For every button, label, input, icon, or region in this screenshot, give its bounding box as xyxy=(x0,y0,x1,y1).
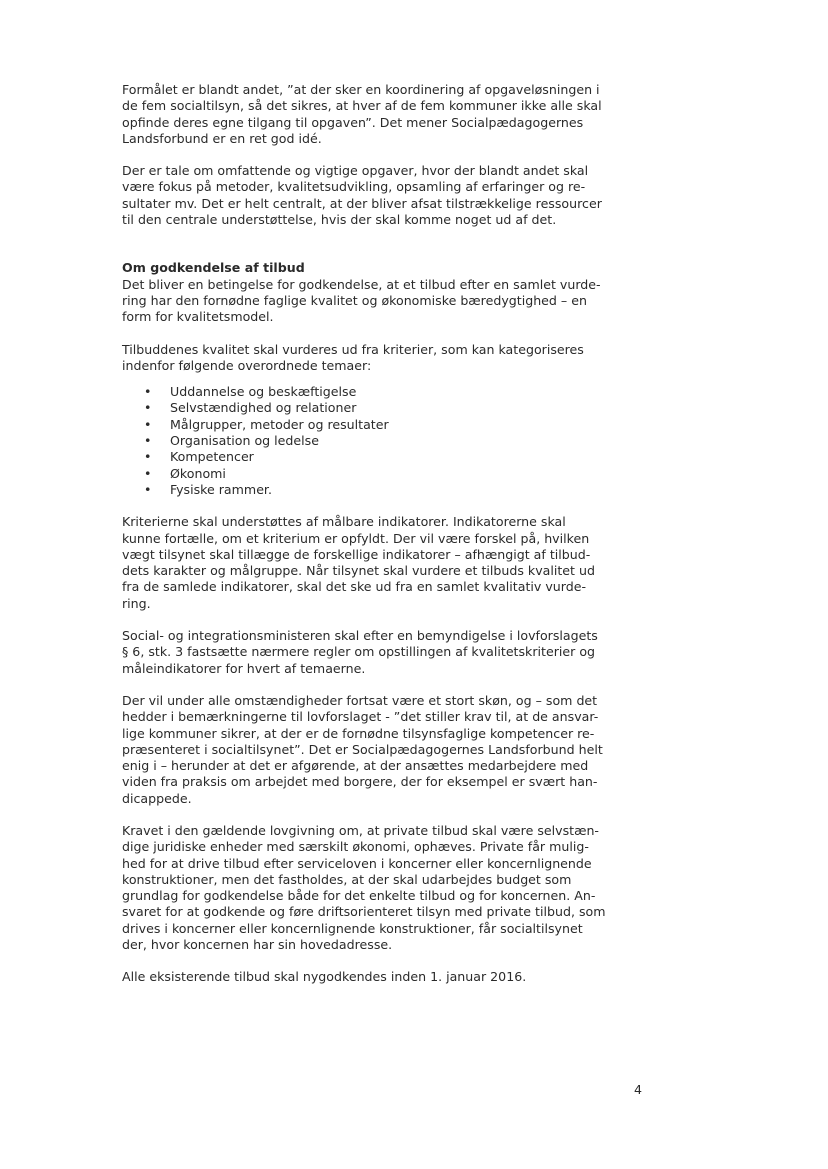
list-item xyxy=(122,482,652,498)
text-line: opfinde deres egne tilgang til opgaven”. Det mener Socialpædagogernes xyxy=(122,114,584,130)
text-line: Der vil under alle omstændigheder fortsat være et stort skøn, og – som det xyxy=(122,692,598,708)
list-item-label: Selvstændighed og relationer xyxy=(170,400,357,416)
intro-section xyxy=(122,82,652,228)
section-spacer xyxy=(122,244,652,260)
paragraph-minister xyxy=(122,628,652,677)
bullet-icon: • xyxy=(144,465,152,481)
text-line: drives i koncerner eller koncernlignende konstruktioner, får socialtilsynet xyxy=(122,920,583,936)
bullet-icon: • xyxy=(144,433,152,449)
paragraph-discretion xyxy=(122,693,652,807)
text-line: Formålet er blandt andet, ”at der sker en koordinering af opgaveløsningen i xyxy=(122,82,600,97)
text-line: grundlag for godkendelse både for det enkelte tilbud og for koncernen. An- xyxy=(122,888,596,904)
bullet-icon: • xyxy=(144,416,152,432)
paragraph-tasks xyxy=(122,163,652,228)
text-line: hedder i bemærkningerne til lovforslaget - ”det stiller krav til, at de ansvar- xyxy=(122,709,599,725)
list-item xyxy=(122,433,652,449)
text-line: vægt tilsynet skal tillægge de forskellige indikatorer – afhængigt af tilbud- xyxy=(122,546,591,562)
bullet-icon: • xyxy=(144,384,152,400)
list-item-label: Fysiske rammer. xyxy=(170,481,272,497)
list-item-label: Økonomi xyxy=(170,465,226,481)
text-line: viden fra praksis om arbejdet med borgere, der for eksempel er svært han- xyxy=(122,774,598,790)
list-item-label: Kompetencer xyxy=(170,449,254,465)
text-line: Kriterierne skal understøttes af målbare indikatorer. Indikatorerne skal xyxy=(122,514,566,530)
list-item xyxy=(122,384,652,400)
text-line: præsenteret i socialtilsynet”. Det er Socialpædagogernes Landsforbund helt xyxy=(122,741,603,757)
paragraph-themes-intro xyxy=(122,342,652,375)
page-body xyxy=(122,82,652,1002)
list-item xyxy=(122,400,652,416)
text-line: konstruktioner, men det fastholdes, at der skal udarbejdes budget som xyxy=(122,871,572,887)
paragraph-private-offers xyxy=(122,823,652,953)
text-line: Det bliver en betingelse for godkendelse, at et tilbud efter en samlet vurde- xyxy=(122,276,601,292)
page-number: 4 xyxy=(634,1082,643,1097)
text-line: Landsforbund er en ret god idé. xyxy=(122,130,322,146)
text-line: dets karakter og målgruppe. Når tilsynet skal vurdere et tilbuds kvalitet ud xyxy=(122,563,595,579)
text-line: ring har den fornødne faglige kvalitet og økonomiske bæredygtighed – en xyxy=(122,292,587,308)
text-line: være fokus på metoder, kvalitetsudvikling, opsamling af erfaringer og re- xyxy=(122,179,586,195)
text-line: § 6, stk. 3 fastsætte nærmere regler om opstillingen af kvalitetskriterier og xyxy=(122,644,596,660)
text-line: form for kvalitetsmodel. xyxy=(122,309,274,325)
text-line: Alle eksisterende tilbud skal nygodkendes inden 1. januar 2016. xyxy=(122,969,527,985)
text-line: Der er tale om omfattende og vigtige opgaver, hvor der blandt andet skal xyxy=(122,163,589,179)
text-line: dicappede. xyxy=(122,790,192,806)
bullet-icon: • xyxy=(144,400,152,416)
list-item-label: Uddannelse og beskæftigelse xyxy=(170,384,357,400)
list-item xyxy=(122,449,652,465)
section-heading: Om godkendelse af tilbud xyxy=(122,260,305,276)
text-line: Kravet i den gældende lovgivning om, at private tilbud skal være selvstæn- xyxy=(122,822,599,838)
paragraph-indicators xyxy=(122,514,652,612)
text-line: lige kommuner sikrer, at der er de fornødne tilsynsfaglige kompetencer re- xyxy=(122,725,595,741)
text-line: indenfor følgende overordnede temaer: xyxy=(122,357,372,373)
text-line: dige juridiske enheder med særskilt økonomi, ophæves. Private får mulig- xyxy=(122,839,589,855)
paragraph-deadline xyxy=(122,969,652,985)
text-line: kunne fortælle, om et kriterium er opfyldt. Der vil være forskel på, hvilken xyxy=(122,530,590,546)
themes-list xyxy=(122,384,652,498)
text-line: sultater mv. Det er helt centralt, at der bliver afsat tilstrækkelige ressourcer xyxy=(122,195,602,211)
text-line: de fem socialtilsyn, så det sikres, at hver af de fem kommuner ikke alle skal xyxy=(122,98,602,114)
text-line: fra de samlede indikatorer, skal det ske ud fra en samlet kvalitativ vurde- xyxy=(122,579,587,595)
text-line: svaret for at godkende og føre driftsorienteret tilsyn med private tilbud, som xyxy=(122,904,606,920)
bullet-icon: • xyxy=(144,449,152,465)
text-line: Social- og integrationsministeren skal efter en bemyndigelse i lovforslagets xyxy=(122,628,598,644)
list-item xyxy=(122,417,652,433)
paragraph-approval-intro xyxy=(122,277,652,326)
list-item-label: Målgrupper, metoder og resultater xyxy=(170,416,389,432)
text-line: måleindikatorer for hvert af temaerne. xyxy=(122,660,366,676)
text-line: der, hvor koncernen har sin hovedadresse. xyxy=(122,937,393,953)
list-item xyxy=(122,466,652,482)
text-line: hed for at drive tilbud efter serviceloven i koncerner eller koncernlignende xyxy=(122,855,592,871)
bullet-icon: • xyxy=(144,481,152,497)
text-line: til den centrale understøttelse, hvis der skal komme noget ud af det. xyxy=(122,212,557,228)
paragraph-purpose xyxy=(122,82,652,147)
text-line: ring. xyxy=(122,595,151,611)
text-line: enig i – herunder at det er afgørende, at der ansættes medarbejdere med xyxy=(122,758,589,774)
text-line: Tilbuddenes kvalitet skal vurderes ud fra kriterier, som kan kategoriseres xyxy=(122,341,584,357)
list-item-label: Organisation og ledelse xyxy=(170,433,319,449)
